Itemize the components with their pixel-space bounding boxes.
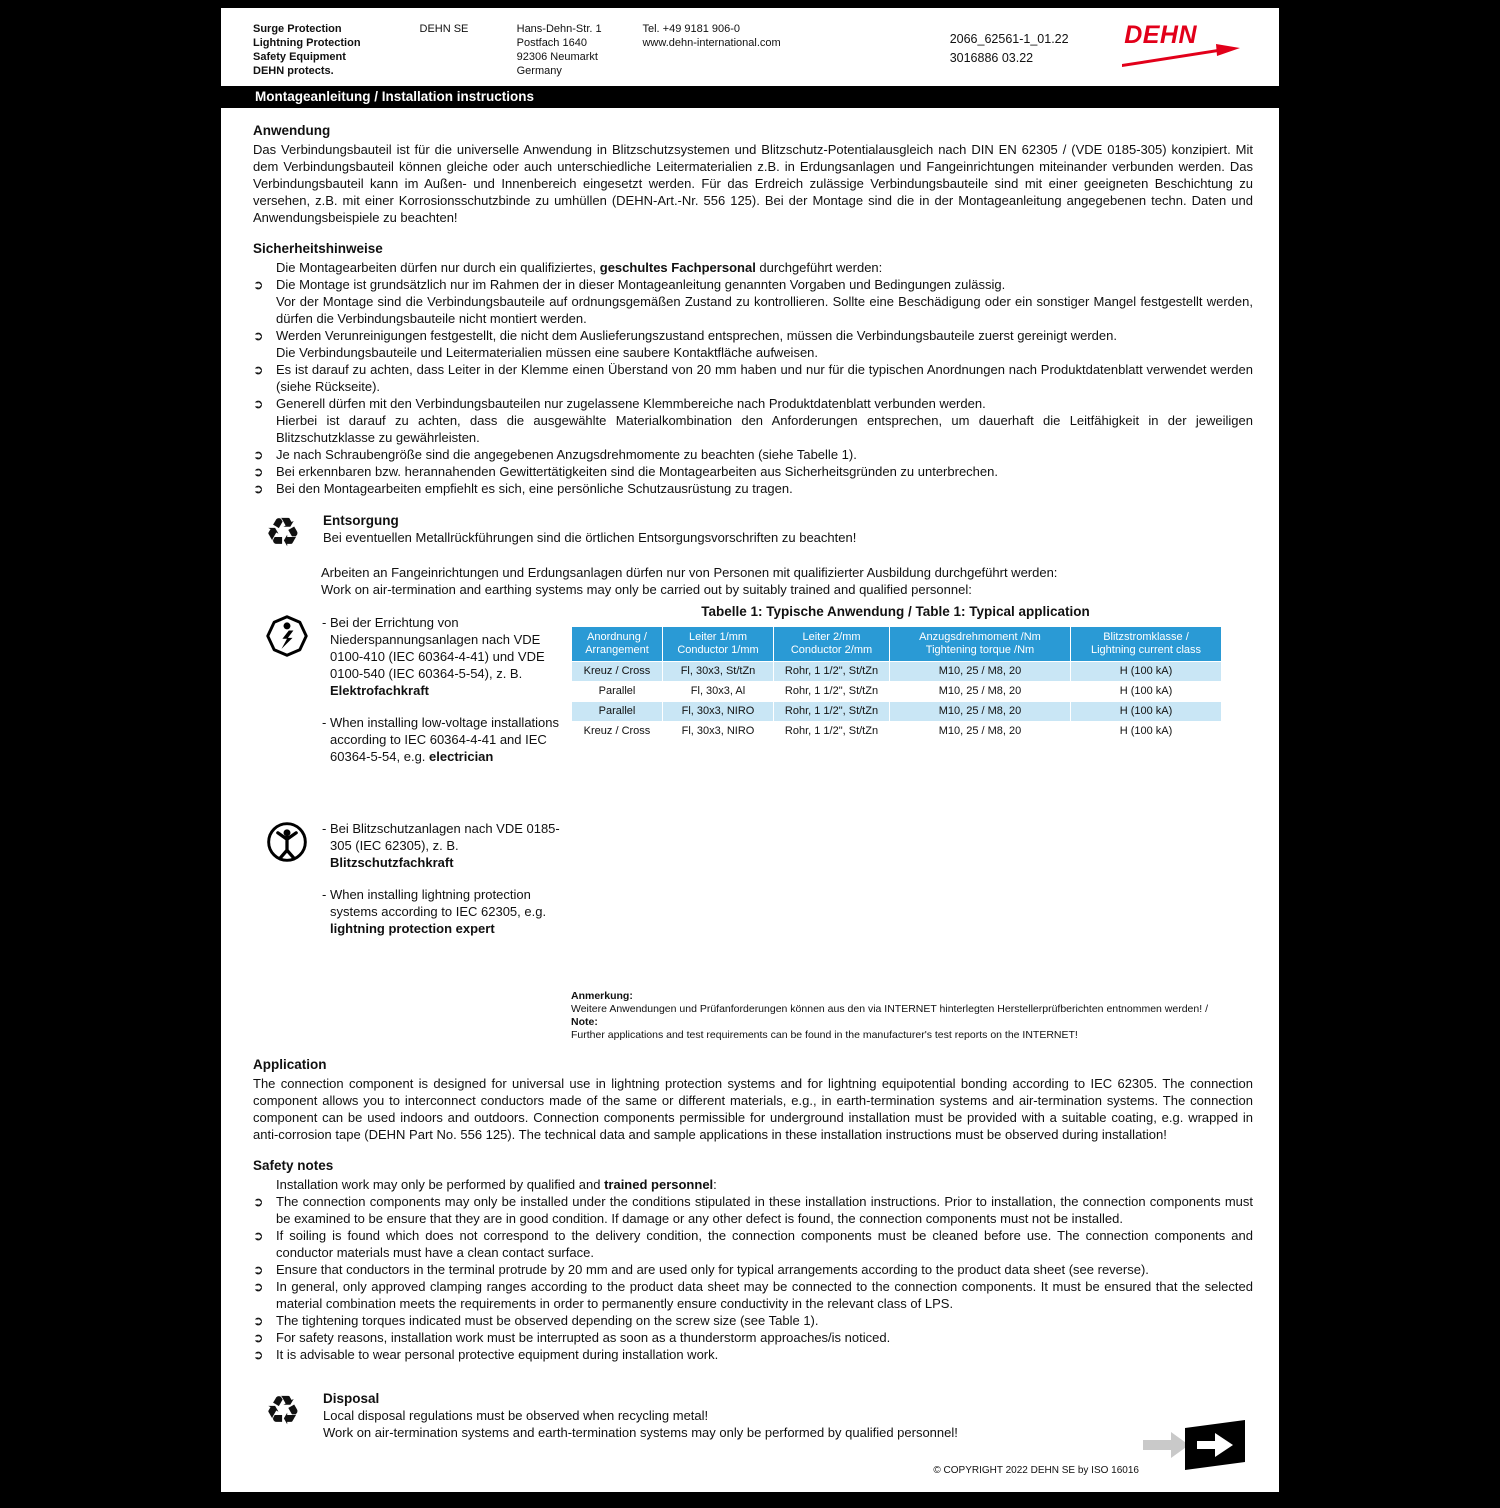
intro-bold-text: geschultes Fachpersonal	[599, 260, 756, 275]
claim-line: Lightning Protection	[253, 37, 361, 49]
section-heading-sicherheitshinweise: Sicherheitshinweise	[253, 241, 383, 256]
sicherheit-bullet-list	[253, 276, 1253, 497]
header-line: Blitzstromklasse /	[1103, 631, 1189, 643]
safety-notes-bullet-list	[253, 1193, 1253, 1363]
address-line: Germany	[516, 65, 562, 77]
table-header-cell	[774, 627, 889, 661]
table-cell: Kreuz / Cross	[572, 662, 662, 681]
remark-text-de: Weitere Anwendungen und Prüfanforderungen können aus den via INTERNET hinterlegten Herstellerprüfberichten entnommen werden! /	[571, 1003, 1208, 1015]
arrow-bullet-icon: ➲	[253, 1194, 264, 1209]
arrow-bullet-icon: ➲	[253, 1228, 264, 1243]
header-line: Anzugsdrehmoment /Nm	[919, 631, 1041, 643]
table-cell: M10, 25 / M8, 20	[890, 722, 1070, 741]
remark-block	[571, 990, 1211, 1042]
bullet-line: Hierbei ist darauf zu achten, dass die ausgewählte Materialkombination den Anforderungen entsprechen, um dauerhaft die Leitfähigkeit in der jeweiligen Blitzschutzklasse zu gewährleisten.	[276, 413, 1253, 445]
electrician-qualification	[265, 614, 571, 765]
company-contact	[642, 22, 949, 78]
table-cell: Parallel	[572, 702, 662, 721]
dehn-logo-text: DEHN	[1124, 21, 1198, 49]
table-row	[572, 682, 1221, 701]
table-cell: Kreuz / Cross	[572, 722, 662, 741]
bullet-line: The tightening torques indicated must be observed depending on the screw size (see Table 1).	[276, 1313, 819, 1328]
remark-label-de: Anmerkung:	[571, 990, 633, 1002]
address-line: 92306 Neumarkt	[516, 51, 598, 63]
qualified-personnel-intro	[321, 564, 1253, 598]
table-header-cell	[1071, 627, 1221, 661]
intro-text: durchgeführt werden:	[755, 260, 883, 275]
section-heading-entsorgung: Entsorgung	[323, 513, 399, 528]
bullet-line: In general, only approved clamping ranges according to the product data sheet may be connected to the connection components. It must be ensured that the selected material combination meets the requirements in order to permanently ensure conductivity in the relevant class of LPS.	[276, 1279, 1253, 1311]
address-line: Postfach 1640	[516, 37, 587, 49]
bullet-line: If soiling is found which does not correspond to the delivery condition, the connection components must be cleaned before use. The connection components and conductor materials must have a clean contact surface.	[276, 1228, 1253, 1260]
list-item	[253, 480, 1253, 497]
main-content	[221, 122, 1279, 1441]
table-row	[572, 662, 1221, 681]
company-name	[420, 22, 517, 78]
arrow-bullet-icon: ➲	[253, 1262, 264, 1277]
company-address	[517, 22, 643, 78]
dehn-logo-arrow-icon	[1118, 34, 1250, 68]
intro-text: Installation work may only be performed by qualified and	[276, 1177, 605, 1192]
recycle-icon: ♻	[265, 510, 301, 556]
table-and-qualifications-section	[253, 604, 1253, 1042]
arrow-bullet-icon: ➲	[253, 1330, 264, 1345]
table-cell: M10, 25 / M8, 20	[890, 682, 1070, 701]
section-heading-anwendung: Anwendung	[253, 123, 331, 138]
dehn-logo	[1118, 21, 1249, 68]
table-cell: Fl, 30x3, Al	[663, 682, 773, 701]
list-item	[253, 1227, 1253, 1261]
list-item	[253, 1346, 1253, 1363]
table-cell: H (100 kA)	[1071, 682, 1221, 701]
bullet-line: The connection components may only be installed under the conditions stipulated in these installation instructions. Prior to installation, the connection components must be examined to be ensure that they are in good condition. If damage or any other defect is found, the connection components must not be installed.	[276, 1194, 1253, 1226]
table-cell: Fl, 30x3, NIRO	[663, 702, 773, 721]
header-line: Leiter 2/mm	[802, 631, 861, 643]
electrician-text	[322, 614, 562, 765]
disposal-line: Work on air-termination systems and earth-termination systems may only be performed by qualified personnel!	[323, 1425, 958, 1440]
table-cell: Fl, 30x3, St/tZn	[663, 662, 773, 681]
table-cell: Rohr, 1 1/2", St/tZn	[774, 722, 889, 741]
page-header	[221, 8, 1279, 82]
table-body	[572, 662, 1221, 741]
qualification-text: - When installing low-voltage installations according to IEC 60364-4-41 and IEC 60364-5-54, e.g.	[322, 715, 560, 764]
header-line: Leiter 1/mm	[688, 631, 748, 643]
qualification-bold: lightning protection expert	[330, 921, 495, 936]
doc-number: 2066_62561-1_01.22	[949, 32, 1069, 46]
qualification-text: - Bei der Errichtung von Niederspannungsanlagen nach VDE 0100-410 (IEC 60364-4-41) und VDE 0100-540 (IEC 60364-5-54), z. B.	[322, 615, 545, 681]
header-line: Anordnung /	[587, 631, 647, 643]
remark-text-en: Further applications and test requirements can be found in the manufacturer's test reports on the INTERNET!	[571, 1029, 1078, 1041]
section-heading-safety-notes: Safety notes	[253, 1158, 334, 1173]
doc-number: 3016886 03.22	[949, 51, 1034, 65]
qualification-bold: electrician	[429, 749, 494, 764]
table-title: Tabelle 1: Typische Anwendung / Table 1: Typical application	[701, 604, 1090, 619]
table-row	[572, 702, 1221, 721]
table-head	[572, 627, 1221, 661]
list-item	[253, 463, 1253, 480]
arrow-bullet-icon: ➲	[253, 1347, 264, 1362]
qualification-text: - When installing lightning protection systems according to IEC 62305, e.g.	[322, 887, 547, 919]
electrician-warning-icon	[265, 614, 309, 658]
claim-line: Surge Protection	[253, 23, 342, 35]
dehn-arrow-mark-icon	[1143, 1418, 1251, 1470]
arrow-bullet-icon: ➲	[253, 362, 264, 377]
recycle-icon: ♻	[265, 1388, 301, 1434]
bullet-line: Die Montage ist grundsätzlich nur im Rahmen der in dieser Montageanleitung genannten Vorgaben und Bedingungen zulässig.	[276, 277, 1006, 292]
brand-claims	[253, 22, 420, 78]
arrow-bullet-icon: ➲	[253, 1313, 264, 1328]
bullet-line: For safety reasons, installation work must be interrupted as soon as a thunderstorm approaches/is noticed.	[276, 1330, 891, 1345]
header-line: Conductor 1/mm	[677, 644, 759, 656]
bullet-line: Bei erkennbaren bzw. herannahenden Gewittertätigkeiten sind die Montagearbeiten aus Sicherheitsgründen zu unterbrechen.	[276, 464, 998, 479]
bullet-line: It is advisable to wear personal protective equipment during installation work.	[276, 1347, 719, 1362]
table-header-row	[572, 627, 1221, 661]
qualification-bold: Blitzschutzfachkraft	[330, 855, 454, 870]
bullet-line: Die Verbindungsbauteile und Leitermaterialien müssen eine saubere Kontaktfläche aufweisen.	[276, 345, 819, 360]
phone-number: Tel. +49 9181 906-0	[642, 23, 741, 35]
header-line: Conductor 2/mm	[790, 644, 873, 656]
bullet-line: Ensure that conductors in the terminal protrude by 20 mm and are used only for typical arrangements according to the product data sheet (see reverse).	[276, 1262, 1149, 1277]
anwendung-paragraph: Das Verbindungsbauteil ist für die universelle Anwendung in Blitzschutzsystemen und Blitzschutz-Potentialausgleich nach DIN EN 62305 / (VDE 0185-305) konzipiert. Mit dem Verbindungsbauteil können gleiche oder auch unterschiedliche Leitermaterialien z.B. in Erdungsanlagen und Fangeinrichtungen miteinander verbunden werden. Das Verbindungsbauteil kann im Außen- und Innenbereich eingesetzt werden. Für das Erdreich zulässige Verbindungsbauteile sind mit einer geeigneten Beschichtung zu versehen, z.B. mit einer Korrosionsschutzbinde zu umhüllen (DEHN-Art.-Nr. 556 125). Bei der Montage sind die in der Montageanleitung angegebenen techn. Daten und Anwendungsbeispiele zu beachten!	[253, 142, 1253, 225]
qualification-de	[322, 614, 562, 699]
list-item	[253, 395, 1253, 446]
arrow-bullet-icon: ➲	[253, 277, 264, 292]
table-cell: Fl, 30x3, NIRO	[663, 722, 773, 741]
list-item	[253, 446, 1253, 463]
bullet-line: Generell dürfen mit den Verbindungsbauteilen nur zugelassene Klemmbereiche nach Produktdatenblatt verbunden werden.	[276, 396, 986, 411]
arrow-bullet-icon: ➲	[253, 447, 264, 462]
header-line: Lightning current class	[1090, 644, 1202, 656]
arrow-bullet-icon: ➲	[253, 481, 264, 496]
intro-text: :	[713, 1177, 717, 1192]
table-cell: H (100 kA)	[1071, 702, 1221, 721]
header-line: Tightening torque /Nm	[925, 644, 1035, 656]
bullet-line: Werden Verunreinigungen festgestellt, die nicht dem Auslieferungszustand entsprechen, müssen die Verbindungsbauteile zuerst gereinigt werden.	[276, 328, 1117, 343]
bullet-line: Es ist darauf zu achten, dass Leiter in der Klemme einen Überstand von 20 mm haben und nur für die typischen Anordnungen nach Produktdatenblatt verwendet werden (siehe Rückseite).	[276, 362, 1253, 394]
table-cell: Rohr, 1 1/2", St/tZn	[774, 702, 889, 721]
header-line: Arrangement	[585, 644, 649, 656]
section-heading-disposal: Disposal	[323, 1391, 380, 1406]
website-url: www.dehn-international.com	[642, 37, 781, 49]
table-column	[571, 604, 1253, 1042]
claim-line: Safety Equipment	[253, 51, 346, 63]
list-item	[253, 1312, 1253, 1329]
table-header-cell	[890, 627, 1070, 661]
lightning-expert-text	[322, 820, 562, 937]
entsorgung-block	[265, 511, 1253, 555]
title-bar: Montageanleitung / Installation instructions	[221, 86, 1279, 108]
list-item	[253, 327, 1253, 361]
table-header-cell	[572, 627, 662, 661]
arrow-bullet-icon: ➲	[253, 328, 264, 343]
list-item	[253, 1193, 1253, 1227]
arrow-bullet-icon: ➲	[253, 464, 264, 479]
entsorgung-paragraph: Bei eventuellen Metallrückführungen sind die örtlichen Entsorgungsvorschriften zu beachten!	[323, 530, 857, 545]
qualified-intro-en: Work on air-termination and earthing systems may only be carried out by suitably trained and qualified personnel:	[321, 582, 972, 597]
table-row	[572, 722, 1221, 741]
table-cell: M10, 25 / M8, 20	[890, 662, 1070, 681]
list-item	[253, 1278, 1253, 1312]
qualification-en	[322, 886, 562, 937]
table-cell: H (100 kA)	[1071, 722, 1221, 741]
table-cell: Rohr, 1 1/2", St/tZn	[774, 662, 889, 681]
lightning-expert-qualification	[265, 820, 571, 937]
document-numbers	[950, 22, 1118, 78]
list-item	[253, 361, 1253, 395]
list-item	[253, 1329, 1253, 1346]
table-cell: M10, 25 / M8, 20	[890, 702, 1070, 721]
copyright-notice: © COPYRIGHT 2022 DEHN SE by ISO 16016	[933, 1465, 1139, 1476]
qualification-en	[322, 714, 562, 765]
application-paragraph: The connection component is designed for universal use in lightning protection systems and for lightning equipotential bonding according to IEC 62305. The connection component allows you to interconnect conductors made of the same or different materials, e.g., in earth-termination systems and air-termination systems. The connection component can be used indoors and outdoors. Connection components permissible for underground installation must be provided with a suitable coating, e.g. wrapped in anti-corrosion tape (DEHN Part No. 556 125). The technical data and sample applications in these installation instructions must be observed during installation!	[253, 1076, 1253, 1142]
bullet-line: Vor der Montage sind die Verbindungsbauteile auf ordnungsgemäßen Zustand zu kontrollieren. Sollte eine Beschädigung oder ein sonstiger Mangel festgestellt werden, dürfen die Verbindungsbauteile nicht montiert werden.	[276, 294, 1253, 326]
remark-label-en: Note:	[571, 1016, 598, 1028]
address-line: Hans-Dehn-Str. 1	[516, 23, 602, 35]
safety-notes-intro	[253, 1176, 1253, 1193]
typical-application-table	[571, 626, 1222, 742]
intro-bold-text: trained personnel	[604, 1177, 714, 1192]
table-cell: Parallel	[572, 682, 662, 701]
qualified-intro-de: Arbeiten an Fangeinrichtungen und Erdungsanlagen dürfen nur von Personen mit qualifizierter Ausbildung durchgeführt werden:	[321, 565, 1058, 580]
qualifications-column	[253, 604, 571, 1042]
table-cell: H (100 kA)	[1071, 662, 1221, 681]
claim-line: DEHN protects.	[253, 65, 334, 77]
bullet-line: Je nach Schraubengröße sind die angegebenen Anzugsdrehmomente zu beachten (siehe Tabelle 1).	[276, 447, 857, 462]
qualification-de	[322, 820, 562, 871]
arrow-bullet-icon: ➲	[253, 396, 264, 411]
arrow-bullet-icon: ➲	[253, 1279, 264, 1294]
disposal-block	[265, 1389, 1253, 1441]
list-item	[253, 276, 1253, 327]
table-header-cell	[663, 627, 773, 661]
qualification-bold: Elektrofachkraft	[330, 683, 429, 698]
table-cell: Rohr, 1 1/2", St/tZn	[774, 682, 889, 701]
document-page	[221, 8, 1279, 1492]
intro-text: Die Montagearbeiten dürfen nur durch ein qualifiziertes,	[276, 260, 600, 275]
qualification-text: - Bei Blitzschutzanlagen nach VDE 0185-305 (IEC 62305), z. B.	[322, 821, 560, 853]
disposal-line: Local disposal regulations must be observed when recycling metal!	[323, 1408, 709, 1423]
bullet-line: Bei den Montagearbeiten empfiehlt es sich, eine persönliche Schutzausrüstung zu tragen.	[276, 481, 793, 496]
sicherheit-intro	[253, 259, 1253, 276]
entsorgung-text	[323, 511, 856, 555]
disposal-text	[323, 1389, 958, 1441]
list-item	[253, 1261, 1253, 1278]
section-heading-application: Application	[253, 1057, 327, 1072]
company-line: DEHN SE	[419, 23, 469, 35]
lightning-expert-icon	[265, 820, 309, 864]
